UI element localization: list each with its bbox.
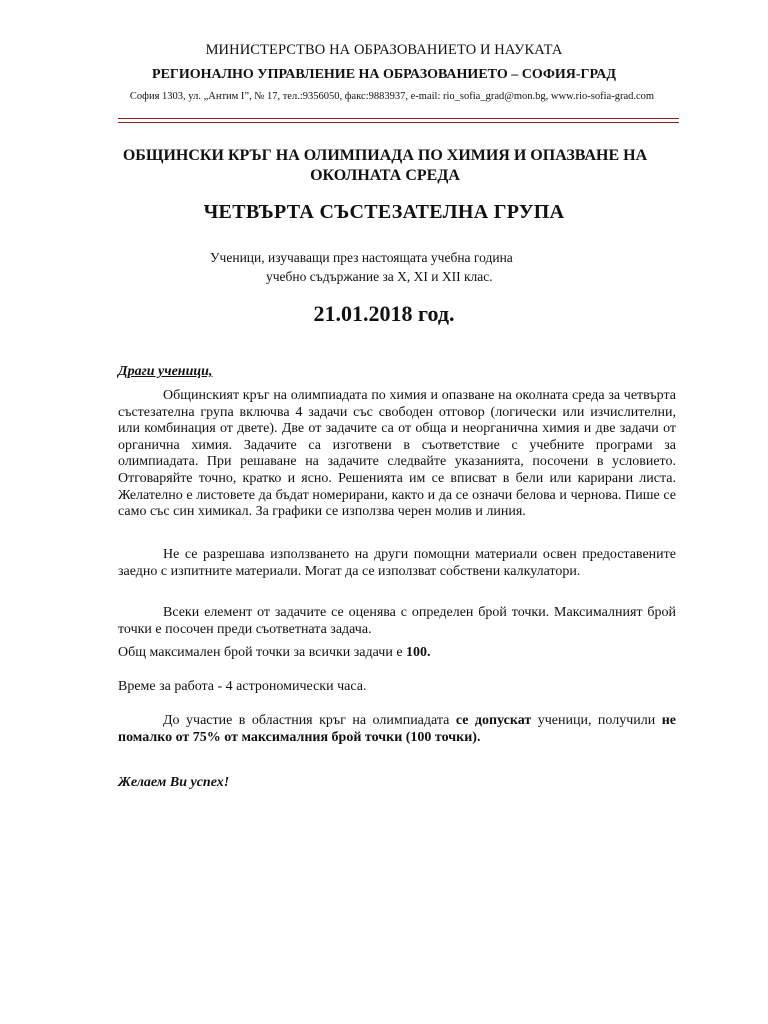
header-rule-thin (118, 122, 679, 123)
paragraph-admission (118, 713, 676, 746)
max-points-line (118, 645, 431, 661)
good-luck-wish: Желаем Ви успех! (118, 775, 230, 790)
contact-info: София 1303, ул. „Антим І”, № 17, тел.:9356050, факс:9883937, e-mail: rio_sofia_grad@mon.bg, www.rio-sofia-grad.com (129, 91, 655, 102)
admission-text-2: ученици, получили (531, 713, 662, 728)
max-points-value: 100. (406, 645, 431, 660)
exam-date: 21.01.2018 год. (313, 301, 455, 326)
subtitle-line-2: учебно съдържание за Х, ХI и ХII клас. (266, 269, 493, 284)
greeting: Драги ученици, (118, 364, 213, 379)
admission-bold-2: не помалко от 75% от максималния брой точки (100 точки). (118, 713, 676, 745)
paragraph-instructions: Общинският кръг на олимпиадата по химия и опазване на околната среда за четвърта състезателна група включва 4 задачи със свободен отговор (логически или изчислителни, или комбинация от двете). Две от задачите са от обща и неорганична химия и две задачи от органична химия. Задачите са изготвени в съответствие с учебните програми за олимпиадата. При решаване на задачите следвайте указанията, посочени в условието. Отговаряйте точно, кратко и ясно. Решенията им се вписват в бели или карирани листа. Желателно е листовете да бъдат номерирани, както и да се означи белова и чернова. Пише се само със син химикал. За графики се използва черен молив и линия. (118, 388, 676, 520)
group-title: ЧЕТВЪРТА СЪСТЕЗАТЕЛНА ГРУПА (203, 201, 565, 223)
ministry-heading: МИНИСТЕРСТВО НА ОБРАЗОВАНИЕТО И НАУКАТА (205, 42, 563, 58)
admission-bold-1: се допускат (455, 713, 532, 728)
regional-office-heading: РЕГИОНАЛНО УПРАВЛЕНИЕ НА ОБРАЗОВАНИЕТО – СОФИЯ-ГРАД (152, 67, 616, 82)
time-limit-line: Време за работа - 4 астрономически часа. (118, 679, 367, 694)
subtitle-line-1: Ученици, изучаващи през настоящата учебна година (210, 250, 513, 265)
admission-text-1: До участие в областния кръг на олимпиадата (163, 713, 456, 728)
olympiad-title: ОБЩИНСКИ КРЪГ НА ОЛИМПИАДА ПО ХИМИЯ И ОПАЗВАНЕ НА ОКОЛНАТА СРЕДА (122, 147, 648, 184)
max-points-text: Общ максимален брой точки за всички задачи е (118, 645, 407, 660)
paragraph-materials: Не се разрешава използването на други помощни материали освен предоставените заедно с изпитните материали. Могат да се използват собствени калкулатори. (118, 547, 676, 579)
header-rule-thick (118, 118, 679, 119)
paragraph-scoring: Всеки елемент от задачите се оценява с определен брой точки. Максималният брой точки е посочен преди съответната задача. (118, 605, 676, 637)
